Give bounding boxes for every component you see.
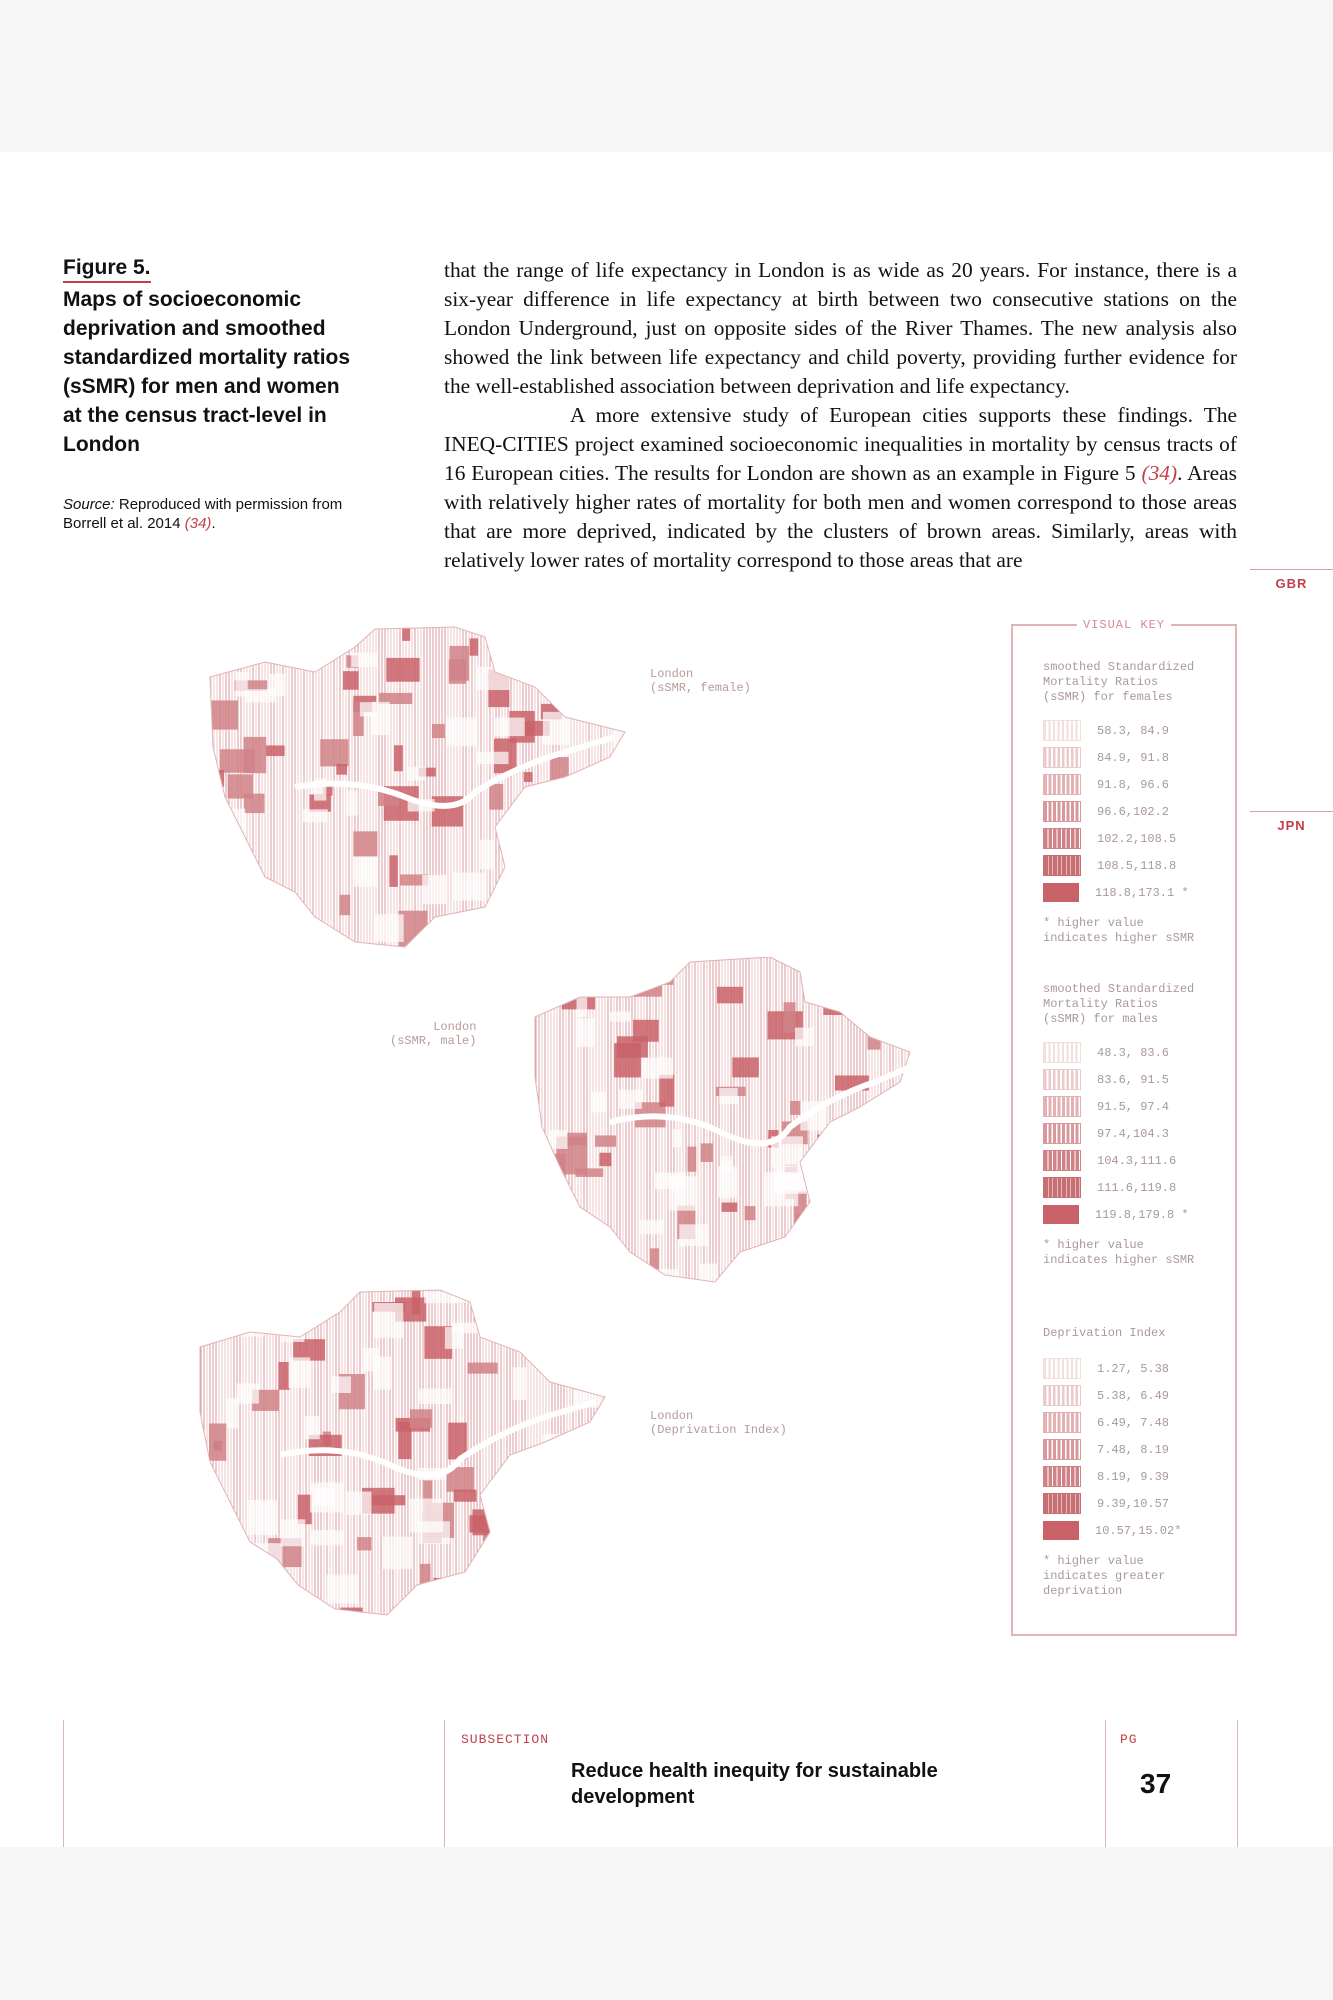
key-range-value: 96.6,102.2 [1097,804,1170,819]
key-swatch [1043,855,1081,876]
figure-source [63,495,363,533]
key-swatch [1043,801,1081,822]
source-end: . [211,515,216,532]
key-male-row [1043,1039,1194,1066]
visual-key-panel [1011,618,1237,1636]
key-male-title: smoothed Standardized Mortality Ratios (sSMR) for males [1043,982,1195,1026]
footer-pg-label: PG [1120,1732,1138,1747]
footer-divider-right [1237,1720,1238,1847]
key-range-value: 119.8,179.8 * [1095,1207,1189,1222]
key-range-value: 7.48, 8.19 [1097,1442,1170,1457]
page-number: 37 [1140,1768,1172,1799]
side-tab-jpn[interactable]: JPN [1277,818,1306,833]
key-deprivation-row [1043,1409,1181,1436]
key-range-value: 104.3,111.6 [1097,1153,1177,1168]
paragraph-2 [444,401,1237,575]
map-female-label: London (sSMR, female) [650,667,751,695]
key-swatch [1043,1096,1081,1117]
key-male-row [1043,1147,1194,1174]
key-swatch [1043,1493,1081,1514]
key-deprivation-row [1043,1355,1181,1382]
paragraph-1: that the range of life expectancy in London is as wide as 20 years. For instance, there is a six-year difference in life expectancy at birth between two consecutive stations on the London Underground, just on opposite sides of the River Thames. The new analysis also showed the link between life expectancy and child poverty, providing further evidence for the well-established association between deprivation and life expectancy. [444,258,1237,398]
key-female-row [1043,798,1194,825]
key-deprivation-note: * higher value indicates greater deprivation [1043,1554,1166,1598]
key-female-row [1043,852,1194,879]
side-rule-gbr [1250,569,1333,570]
key-swatch [1043,1358,1081,1379]
key-deprivation-row [1043,1463,1181,1490]
key-female-rows [1043,717,1194,906]
key-male-note: * higher value indicates higher sSMR [1043,1238,1195,1267]
key-swatch [1043,1521,1079,1540]
key-swatch [1043,747,1081,768]
key-range-value: 83.6, 91.5 [1097,1072,1170,1087]
key-deprivation-title: Deprivation Index [1043,1326,1166,1340]
key-range-value: 8.19, 9.39 [1097,1469,1170,1484]
key-swatch [1043,1177,1081,1198]
key-female-title: smoothed Standardized Mortality Ratios (sSMR) for females [1043,660,1195,704]
key-range-value: 9.39,10.57 [1097,1496,1170,1511]
key-range-value: 48.3, 83.6 [1097,1045,1170,1060]
key-male-row [1043,1066,1194,1093]
key-male-section [1043,982,1194,1268]
map-male-label: London (sSMR, male) [390,1020,477,1048]
key-deprivation-section [1043,1326,1181,1599]
key-male-row [1043,1201,1194,1228]
key-male-row [1043,1174,1194,1201]
key-range-value: 102.2,108.5 [1097,831,1177,846]
source-reference-link[interactable]: (34) [184,515,212,532]
map-deprivation-index [195,1287,615,1622]
key-male-rows [1043,1039,1194,1228]
key-swatch [1043,774,1081,795]
side-tab-gbr[interactable]: GBR [1275,576,1308,591]
key-range-value: 58.3, 84.9 [1097,723,1170,738]
key-swatch [1043,1412,1081,1433]
key-female-row [1043,717,1194,744]
key-swatch [1043,883,1079,902]
key-range-value: 6.49, 7.48 [1097,1415,1170,1430]
key-swatch [1043,828,1081,849]
map-female-ssmr [205,617,635,957]
key-female-row [1043,771,1194,798]
key-male-row [1043,1120,1194,1147]
paragraph-2-start: A more extensive study of European cities supports these findings. The INEQ-CITIES project examined socioeconomic inequalities in mortality by census tracts of 16 European cities. The results for London are shown as an example in Figure 5 [444,403,1237,485]
key-female-section [1043,660,1194,946]
map-deprivation-label: London (Deprivation Index) [650,1409,787,1437]
key-range-value: 97.4,104.3 [1097,1126,1170,1141]
key-swatch [1043,1205,1079,1224]
key-range-value: 1.27, 5.38 [1097,1361,1170,1376]
key-range-value: 5.38, 6.49 [1097,1388,1170,1403]
paragraph-2-end: . Areas with relatively higher rates of mortality for both men and women correspond to those areas that are more deprived, indicated by the clusters of brown areas. Similarly, areas with relatively lower rates of mortality correspond to those areas that are [444,461,1237,572]
key-male-row [1043,1093,1194,1120]
map-male-ssmr [530,957,920,1287]
source-label: Source: [63,496,115,513]
key-deprivation-row [1043,1490,1181,1517]
footer-divider-subsection [444,1720,445,1847]
key-deprivation-row [1043,1436,1181,1463]
key-range-value: 91.8, 96.6 [1097,777,1170,792]
key-deprivation-rows [1043,1355,1181,1544]
body-text [444,256,1237,575]
key-female-row [1043,744,1194,771]
key-swatch [1043,720,1081,741]
key-range-value: 10.57,15.02* [1095,1523,1182,1538]
key-female-row [1043,879,1194,906]
key-range-value: 111.6,119.8 [1097,1180,1177,1195]
side-rule-jpn [1250,811,1333,812]
footer-subsection-label: SUBSECTION [461,1732,550,1747]
page [0,152,1333,1847]
key-range-value: 91.5, 97.4 [1097,1099,1170,1114]
footer-subsection-title: Reduce health inequity for sustainable development [571,1760,938,1808]
footer-divider-pg [1105,1720,1106,1847]
figure-title: Maps of socioeconomic deprivation and smoothed standardized mortality ratios (sSMR) for men and women at the census tract-level in London [63,288,351,456]
key-deprivation-row [1043,1382,1181,1409]
key-female-note: * higher value indicates higher sSMR [1043,916,1195,945]
key-range-value: 84.9, 91.8 [1097,750,1170,765]
key-female-row [1043,825,1194,852]
key-swatch [1043,1042,1081,1063]
visual-key-title: VISUAL KEY [1013,618,1235,632]
key-swatch [1043,1123,1081,1144]
key-range-value: 118.8,173.1 * [1095,885,1189,900]
footer-divider-left [63,1720,64,1847]
key-deprivation-row [1043,1517,1181,1544]
source-text: Reproduced with permission from Borrell et al. 2014 [63,496,343,532]
figure-label: Figure 5. [63,256,151,283]
key-swatch [1043,1466,1081,1487]
key-swatch [1043,1385,1081,1406]
key-range-value: 108.5,118.8 [1097,858,1177,873]
key-swatch [1043,1150,1081,1171]
key-swatch [1043,1069,1081,1090]
key-swatch [1043,1439,1081,1460]
paragraph-2-reference-link[interactable]: (34) [1141,461,1178,485]
